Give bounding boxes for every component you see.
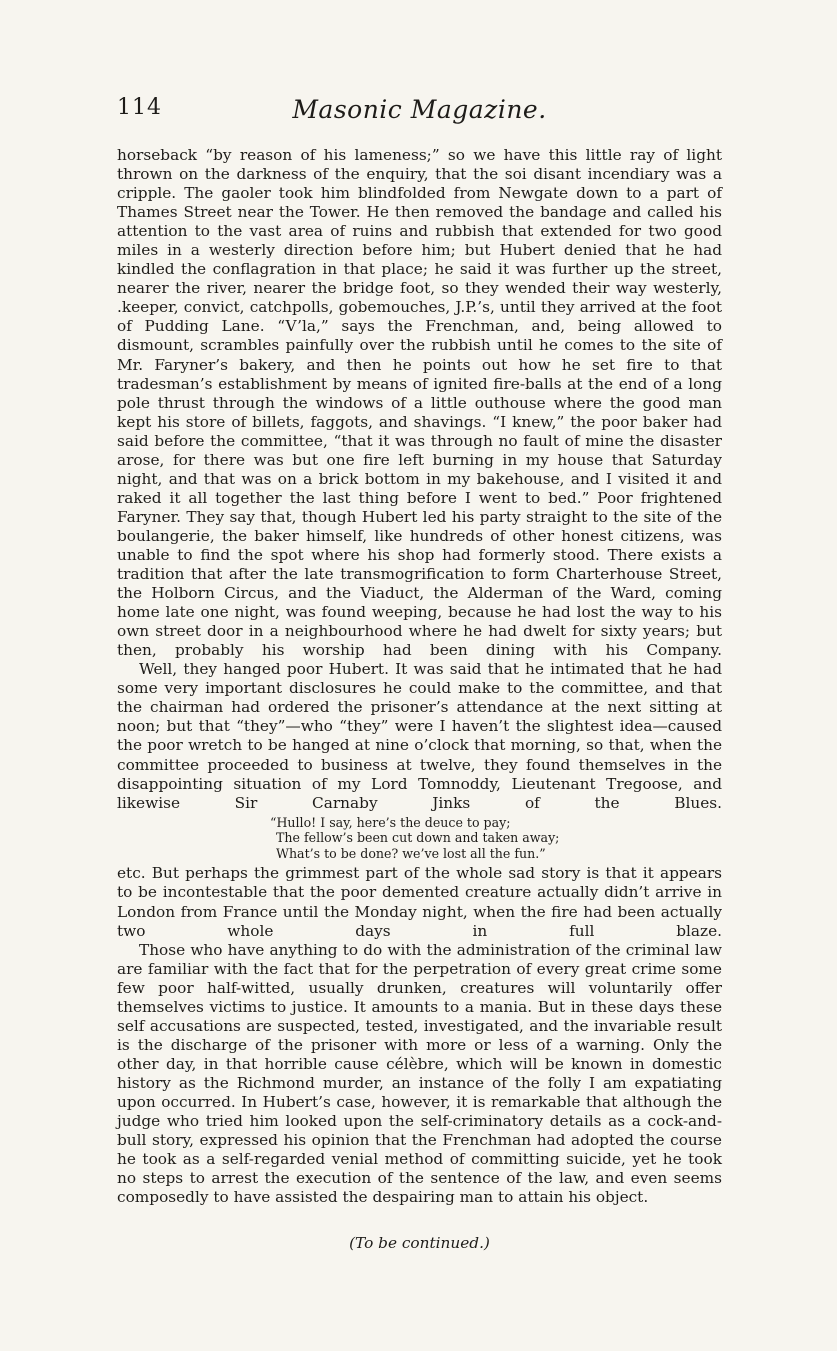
- verse-quote: [270, 815, 722, 862]
- paragraph-1: horseback “by reason of his lameness;” so we have this little ray of light thrown on the darkness of the enquiry, that the soi disant incendiary was a cripple. The gaoler took him blindfolded from Newgate down to a part of Thames Street near the Tower. He then removed the bandage and called his attention to the vast area of ruins and rubbish that extended for two good miles in a westerly direction before him; but Hubert denied that he had kindled the conflagration in that place; he said it was further up the street, nearer the river, nearer the bridge foot, so they wended their way westerly, .keeper, convict, catchpolls, gobemouches, J.P.’s, until they arrived at the foot of Pudding Lane. “V’la,” says the Frenchman, and, being allowed to dismount, scrambles painfully over the rubbish until he comes to the site of Mr. Faryner’s bakery, and then he points out how he set fire to that tradesman’s establishment by means of ignited fire-balls at the end of a long pole thrust through the windows of a little outhouse where the good man kept his store of billets, faggots, and shavings. “I knew,” the poor baker had said before the committee, “that it was through no fault of mine the disaster arose, for there was but one fire left burning in my house that Saturday night, and that was on a brick bottom in my bakehouse, and I visited it and raked it all together the last thing before I went to bed.” Poor frightened Faryner. They say that, though Hubert led his party straight to the site of the boulangerie, the baker himself, like hundreds of other honest citizens, was unable to find the spot where his shop had formerly stood. There exists a tradition that after the late transmogrification to form Charterhouse Street, the Holborn Circus, and the Viaduct, the Alderman of the Ward, coming home late one night, was found weeping, because he had lost the way to his own street door in a neighbourhood where he had dwelt for sixty years; but then, probably his worship had been dining with his Company.: [117, 146, 722, 660]
- page-header: [117, 95, 722, 129]
- article-body: [117, 146, 722, 1207]
- continued-note: (To be continued.): [349, 1234, 490, 1252]
- paragraph-4: Those who have anything to do with the administration of the criminal law are familiar with the fact that for the perpetration of every great crime some few poor half-witted, usually drunken, creatures will voluntarily offer themselves victims to justice. It amounts to a mania. But in these days these self accusations are suspected, tested, investigated, and the invariable result is the discharge of the prisoner with more or less of a warning. Only the other day, in that horrible cause célèbre, which will be known in domestic history as the Richmond murder, an instance of the folly I am expatiating upon occurred. In Hubert’s case, however, it is remarkable that although the judge who tried him looked upon the self-criminatory details as a cock-and-bull story, expressed his opinion that the Frenchman had adopted the course he took as a self-regarded venial method of committing suicide, yet he took no steps to arrest the execution of the sentence of the law, and even seems composedly to have assisted the despairing man to attain his object.: [117, 940, 722, 1207]
- running-title: Masonic Magazine.: [292, 95, 547, 124]
- page-number: 114: [117, 95, 162, 120]
- verse-line-2: The fellow’s been cut down and taken away;: [276, 830, 560, 846]
- paragraph-2: Well, they hanged poor Hubert. It was said that he intimated that he had some very important disclosures he could make to the committee, and that the chairman had ordered the prisoner’s attendance at the next sitting at noon; but that “they”—who “they” were I haven’t the slightest idea—caused the poor wretch to be hanged at nine o’clock that morning, so that, when the committee proceeded to business at twelve, they found themselves in the disappointing situation of my Lord Tomnoddy, Lieutenant Tregoose, and likewise Sir Carnaby Jinks of the Blues.: [117, 660, 722, 812]
- verse-line-3: What’s to be done? we’ve lost all the fun.”: [276, 845, 546, 861]
- verse-line-1: “Hullo! I say, here’s the deuce to pay;: [270, 814, 511, 830]
- paragraph-3: etc. But perhaps the grimmest part of the whole sad story is that it appears to be incontestable that the poor demented creature actually didn’t arrive in London from France until the Monday night, when the fire had been actually two whole days in full blaze.: [117, 864, 722, 940]
